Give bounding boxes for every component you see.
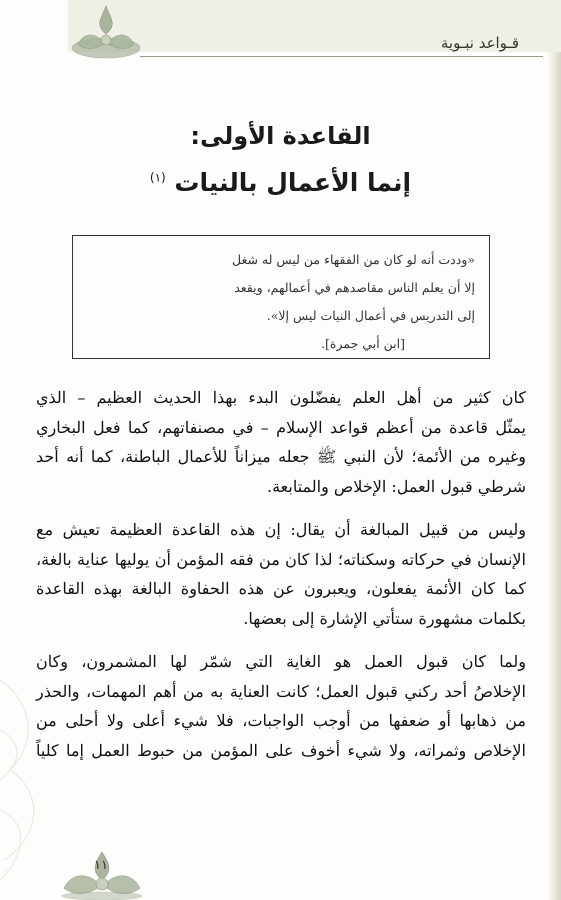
running-header-title: قـواعد نبـوية [440, 34, 519, 52]
paragraph [36, 515, 526, 633]
chapter-title: القاعدة الأولى: [190, 122, 371, 150]
corner-flourish-icon [0, 640, 60, 900]
paragraph [36, 383, 526, 501]
text-line: ولما كان قبول العمل هو الغاية التي شمّر لها المشمرون، وكان [36, 652, 526, 671]
quote-line: إلا أن يعلم الناس مقاصدهم في أعمالهم، ويقعد [234, 280, 475, 295]
text-line: كما كان الأئمة يفعلون، ويعبرون عن هذه الحفاوة البالغة بهذه القاعدة [36, 579, 527, 598]
text-line: الإخلاص وثمراته، ولا شيء أخوف على المؤمن من حبوط العمل إما كلياً [36, 740, 526, 760]
floral-ornament-icon [66, 0, 146, 62]
epigraph-quote-box [72, 235, 490, 359]
floral-ornament-icon [54, 848, 150, 900]
quote-source: [ابن أبي جمرة]. [321, 336, 405, 351]
text-line: الإخلاصُ أحد ركني قبول العمل؛ كانت العناية به من أهم المهمات، والحذر [36, 681, 526, 701]
footnote-marker[interactable]: (١) [149, 170, 166, 185]
chapter-subtitle [0, 168, 561, 197]
text-line: شرطي قبول العمل: الإخلاص والمتابعة. [267, 476, 526, 496]
header-divider [140, 56, 543, 57]
page-number: ١١ [94, 858, 108, 873]
text-line: وغيره من الأئمة؛ لأن النبي ﷺ جعله ميزاناً للأعمال الباطنة، كما أنه أحد [36, 447, 526, 466]
quote-line: «وددت أنه لو كان من الفقهاء من ليس له شغل [232, 252, 475, 267]
quote-line: إلى التدريس في أعمال النيات ليس إلا». [266, 308, 475, 323]
text-line: الإنسان في حركاته وسكناته؛ لذا كان من فقه المؤمن أن يوليها عناية بالغة، [36, 549, 526, 569]
chapter-subtitle-text: إنما الأعمال بالنيات [174, 168, 412, 197]
body-text [36, 383, 526, 765]
text-line: كان كثير من أهل العلم يفضّلون البدء بهذا الحديث العظيم – الذي [36, 388, 526, 407]
paragraph [36, 647, 526, 765]
text-line: وليس من قبيل المبالغة أن يقال: إن هذه القاعدة العظيمة تعيش مع [36, 520, 526, 539]
text-line: يمثّل قاعدة من أعظم قواعد الإسلام – في مصنفاتهم، كما فعل البخاري [36, 417, 526, 437]
text-line: من ذهابها أو ضعفها من أوجب الواجبات، فلا شيء أعلى ولا أحلى من [36, 711, 526, 730]
text-line: بكلمات مشهورة ستأتي الإشارة إلى بعضها. [243, 608, 526, 628]
